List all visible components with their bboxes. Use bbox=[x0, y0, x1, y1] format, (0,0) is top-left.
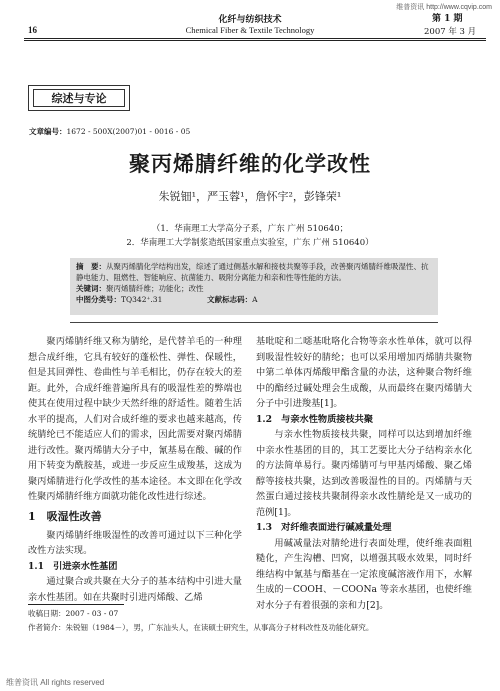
abstract-box bbox=[70, 258, 438, 315]
abstract-text: 从聚丙烯腈化学结构出发，综述了通过侧基水解和接枝共聚等手段，改善聚丙烯腈纤维吸湿性、抗静电能力、阻燃性、智能响应、抗菌能力、吸附分离能力和亲和性等性能的方法。 bbox=[76, 262, 429, 282]
subsection-1-3-heading: 1.3 对纤维表面进行碱减量处理 bbox=[256, 522, 392, 533]
affiliation-line-1: （1．华南理工大学高分子系，广东 广州 510640； bbox=[151, 224, 349, 234]
subsection-1-1-paragraph: 通过聚合或共聚在大分子的基本结构中引进大量亲水性基团。如在共聚时引进丙烯酸、乙烯 bbox=[28, 576, 242, 603]
section-1-heading: 1 吸湿性改善 bbox=[28, 509, 102, 523]
subsection-1-2-paragraph: 与亲水性物质接枝共聚，同样可以达到增加纤维中亲水性基团的目的，其工艺要比大分子结构亲水化的方法简单易行。聚丙烯腈可与甲基丙烯酸、聚乙烯醇等接枝共聚，达到改善吸湿性的目的。丙烯腈与天然蛋白通过接枝共聚制得亲水改性腈纶是又一成功的范例[1]。 bbox=[256, 429, 472, 518]
document-id-label: 文章编号： bbox=[29, 127, 67, 136]
subsection-1-1-heading: 1.1 引进亲水性基团 bbox=[28, 560, 118, 572]
clc-label: 中图分类号： bbox=[76, 295, 121, 304]
issue-date: 2007 年 3 月 bbox=[424, 27, 477, 37]
right-column bbox=[256, 334, 472, 613]
section-label-box bbox=[28, 85, 130, 111]
header-rule-secondary bbox=[24, 40, 486, 41]
abstract bbox=[76, 261, 432, 283]
abstract-rule bbox=[70, 322, 438, 323]
journal-title-en: Chemical Fiber & Textile Technology bbox=[185, 25, 315, 35]
article-authors: 朱锐钿¹，严玉蓉¹，詹怀宇²，彭锋荣¹ bbox=[158, 190, 342, 203]
author-bio: 作者简介：朱锐钿（1984－），男，广东汕头人，在读硕士研究生，从事高分子材料改性及功能化研究。 bbox=[28, 623, 374, 632]
article-title: 聚丙烯腈纤维的化学改性 bbox=[129, 151, 371, 176]
document-id-value: 1672 - 500X(2007)01 - 0016 - 05 bbox=[66, 127, 191, 136]
keywords-line bbox=[76, 283, 432, 294]
section-1-paragraph: 聚丙烯腈纤维吸湿性的改善可通过以下三种化学改性方法实现。 bbox=[28, 529, 242, 556]
received-date: 收稿日期：2007 - 03 - 07 bbox=[28, 609, 119, 618]
bottom-watermark: 维普资讯 All rights reserved bbox=[6, 678, 105, 687]
affiliation-line-2: 2．华南理工大学制浆造纸国家重点实验室，广东 广州 510640） bbox=[126, 238, 374, 248]
keywords-label: 关键词： bbox=[76, 284, 106, 293]
header-rule bbox=[24, 38, 486, 39]
top-watermark: 维普资讯 http://www.cqvip.com bbox=[396, 4, 492, 11]
doc-code-value: A bbox=[252, 295, 258, 304]
section-label: 综述与专论 bbox=[33, 89, 125, 107]
subsection-1-3-paragraph: 用碱减量法对腈纶进行表面处理，使纤维表面粗糙化，产生沟槽、凹窝，以增强其吸水效果，同时纤维结构中氰基与酯基在一定浓度碱溶液作用下，水解生成的－COOH、－COONa 等亲水基团，也使纤维对水分子有着很强的亲和力[2]。 bbox=[256, 537, 472, 611]
intro-paragraph: 聚丙烯腈纤维又称为腈纶，是代替羊毛的一种理想合成纤维，它具有较好的蓬松性、弹性、保暖性，但是其回弹性、卷曲性与羊毛相比，仍存在较大的差距。此外，合成纤维普遍所具有的吸湿性差的弊端也使其在使用过程中缺少天然纤维的舒适性。随着生活水平的提高，人们对合成纤维的要求也越来越高，传统腈纶已不能适应人们的需求，因此需要对聚丙烯腈进行改性。聚丙烯腈大分子中，氰基易在酸、碱的作用下转变为酰胺基，或进一步反应生成羧基，这成为聚丙烯腈进行化学改性的基本途径。本文即在化学改性聚丙烯腈纤维方面就功能化改性进行综述。 bbox=[28, 336, 242, 502]
clc-value: TQ342⁺.31 bbox=[121, 295, 163, 304]
continued-paragraph: 基吡啶和二噁基吡咯化合物等亲水性单体，就可以得到吸湿性较好的腈纶；也可以采用增加丙烯腈共聚物中第二单体丙烯酸甲酯含量的办法，这种聚合物纤维中的酯经过碱处理会生成酸，从而最终在聚丙烯腈大分子中引进羧基[1]。 bbox=[256, 336, 472, 409]
footnote-rule bbox=[28, 604, 124, 605]
classification-line bbox=[76, 294, 432, 305]
doc-code-label: 文献标志码： bbox=[207, 295, 253, 304]
document-id bbox=[29, 126, 190, 137]
keywords-value: 聚丙烯腈纤维；功能化；改性 bbox=[106, 284, 204, 293]
subsection-1-2-heading: 1.2 与亲水性物质接枝共聚 bbox=[256, 413, 374, 425]
left-column bbox=[28, 334, 242, 605]
abstract-label: 摘 要： bbox=[76, 262, 106, 271]
page-number: 16 bbox=[28, 25, 37, 35]
journal-title-cn: 化纤与纺织技术 bbox=[218, 15, 282, 25]
issue-number: 第 1 期 bbox=[432, 14, 463, 24]
